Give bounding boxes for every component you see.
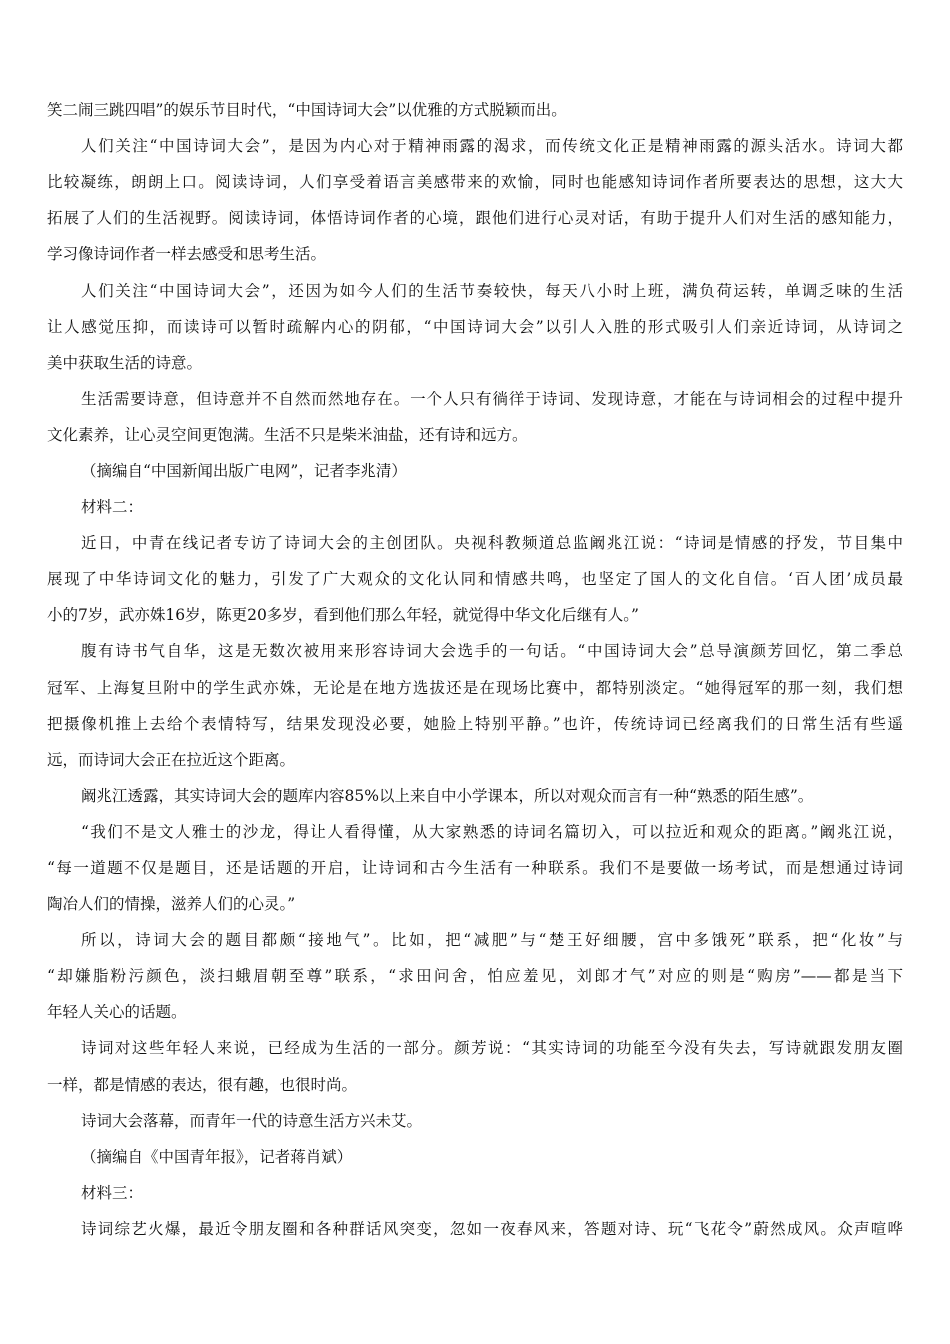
text-line: “每一道题不仅是题目，还是话题的开启，让诗词和古今生活有一种联系。我们不是要做一场考试，而是想通过诗词: [47, 859, 903, 877]
text-line: 阚兆江透露，其实诗词大会的题库内容85%以上来自中小学课本，所以对观众而言有一种“熟悉的陌生感”。: [81, 787, 814, 805]
text-line: 远，而诗词大会正在拉近这个距离。: [47, 751, 296, 769]
text-line: 一样，都是情感的表达，很有趣，也很时尚。: [47, 1076, 358, 1094]
text-line: 诗词大会落幕，而青年一代的诗意生活方兴未艾。: [81, 1112, 423, 1130]
section-heading: 材料二：: [81, 498, 144, 516]
text-line: 展现了中华诗词文化的魅力，引发了广大观众的文化认同和情感共鸣，也坚定了国人的文化自信。‘百人团’成员最: [47, 570, 903, 588]
text-line: 人们关注“中国诗词大会”，还因为如今人们的生活节奏较快，每天八小时上班，满负荷运转，单调乏味的生活: [81, 282, 903, 300]
text-line: “我们不是文人雅士的沙龙，得让人看得懂，从大家熟悉的诗词名篇切入，可以拉近和观众的距离。”阚兆江说，: [81, 823, 903, 841]
text-line: 腹有诗书气自华，这是无数次被用来形容诗词大会选手的一句话。“中国诗词大会”总导演颜芳回忆，第二季总: [81, 642, 903, 660]
text-line: “却嫌脂粉污颜色，淡扫蛾眉朝至尊”联系，“求田问舍，怕应羞见，刘郎才气”对应的则是“购房”——都是当下: [47, 967, 903, 985]
source-citation: （摘编自《中国青年报》，记者蒋肖斌）: [81, 1148, 353, 1166]
text-line: 所以，诗词大会的题目都颇“接地气”。比如，把“减肥”与“楚王好细腰，宫中多饿死”联系，把“化妆”与: [81, 931, 903, 949]
source-citation: （摘编自“中国新闻出版广电网”，记者李兆清）: [81, 462, 407, 480]
text-line: 文化素养，让心灵空间更饱满。生活不只是柴米油盐，还有诗和远方。: [47, 426, 528, 444]
text-line: 冠军、上海复旦附中的学生武亦姝，无论是在地方选拔还是在现场比赛中，都特别淡定。“她得冠军的那一刻，我们想: [47, 679, 903, 697]
text-line: 陶冶人们的情操，滋养人们的心灵。”: [47, 895, 296, 913]
text-line: 笑二闹三跳四唱”的娱乐节目时代，“中国诗词大会”以优雅的方式脱颖而出。: [47, 101, 567, 119]
text-line: 让人感觉压抑，而读诗可以暂时疏解内心的阴郁，“中国诗词大会”以引人入胜的形式吸引人们亲近诗词，从诗词之: [47, 318, 903, 336]
text-line: 学习像诗词作者一样去感受和思考生活。: [47, 245, 327, 263]
text-line: 诗词综艺火爆，最近令朋友圈和各种群话风突变，忽如一夜春风来，答题对诗、玩“飞花令”蔚然成风。众声喧哗: [81, 1220, 903, 1238]
section-heading: 材料三：: [81, 1184, 144, 1202]
text-line: 近日，中青在线记者专访了诗词大会的主创团队。央视科教频道总监阚兆江说：“诗词是情感的抒发，节目集中: [81, 534, 903, 552]
text-line: 人们关注“中国诗词大会”，是因为内心对于精神雨露的渴求，而传统文化正是精神雨露的源头活水。诗词大都: [81, 137, 903, 155]
text-line: 年轻人关心的话题。: [47, 1003, 187, 1021]
text-line: 小的7岁，武亦姝16岁，陈更20多岁，看到他们那么年轻，就觉得中华文化后继有人。”: [47, 606, 639, 624]
text-line: 把摄像机推上去给个表情特写，结果发现没必要，她脸上特别平静。”也许，传统诗词已经离我们的日常生活有些遥: [47, 715, 903, 733]
text-line: 美中获取生活的诗意。: [47, 354, 203, 372]
text-line: 拓展了人们的生活视野。阅读诗词，体悟诗词作者的心境，跟他们进行心灵对话，有助于提升人们对生活的感知能力，: [47, 209, 903, 227]
text-line: 比较凝练，朗朗上口。阅读诗词，人们享受着语言美感带来的欢愉，同时也能感知诗词作者所要表达的思想，这大大: [47, 173, 903, 191]
text-line: 诗词对这些年轻人来说，已经成为生活的一部分。颜芳说：“其实诗词的功能至今没有失去，写诗就跟发朋友圈: [81, 1039, 903, 1057]
text-line: 生活需要诗意，但诗意并不自然而然地存在。一个人只有徜徉于诗词、发现诗意，才能在与诗词相会的过程中提升: [81, 390, 903, 408]
